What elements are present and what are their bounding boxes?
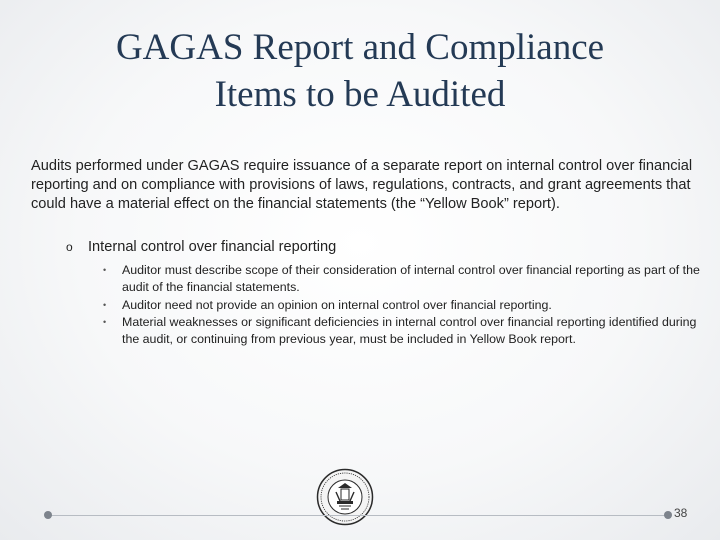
bullet-icon: • xyxy=(103,317,107,328)
list-item xyxy=(103,262,703,296)
circle-bullet-icon: o xyxy=(66,240,73,254)
list-item-text: Auditor must describe scope of their consideration of internal control over financial reporting as part of the audit of the financial statements. xyxy=(122,263,700,294)
bullet-icon: • xyxy=(103,265,107,275)
list-item xyxy=(103,314,703,348)
sub-item xyxy=(66,238,686,257)
footer-left-dot-icon xyxy=(44,511,52,519)
list-item xyxy=(103,297,703,314)
bullet-icon: • xyxy=(103,299,107,310)
slide-title xyxy=(40,24,680,118)
intro-paragraph: Audits performed under GAGAS require issuance of a separate report on internal control over financial reporting and on compliance with provisions of laws, regulations, contracts, and grant agreements that could have a material effect on the financial statements (the “Yellow Book” report). xyxy=(31,158,693,212)
footer-right-dot-icon xyxy=(664,511,672,519)
list-item-text: Material weaknesses or significant deficiencies in internal control over financial reporting identified during the audit, or continuing from previous year, must be included in Yellow Book report. xyxy=(122,315,697,347)
bullet-list xyxy=(103,262,703,349)
list-item-text: Auditor need not provide an opinion on internal control over financial reporting. xyxy=(122,297,552,312)
title-line-2: Items to be Audited xyxy=(214,74,506,115)
sub-item-label: Internal control over financial reporting xyxy=(88,239,337,255)
footer-line xyxy=(48,515,668,516)
page-number: 38 xyxy=(674,506,688,520)
title-line-1: GAGAS Report and Compliance xyxy=(115,27,605,68)
city-seal-icon xyxy=(316,468,374,526)
